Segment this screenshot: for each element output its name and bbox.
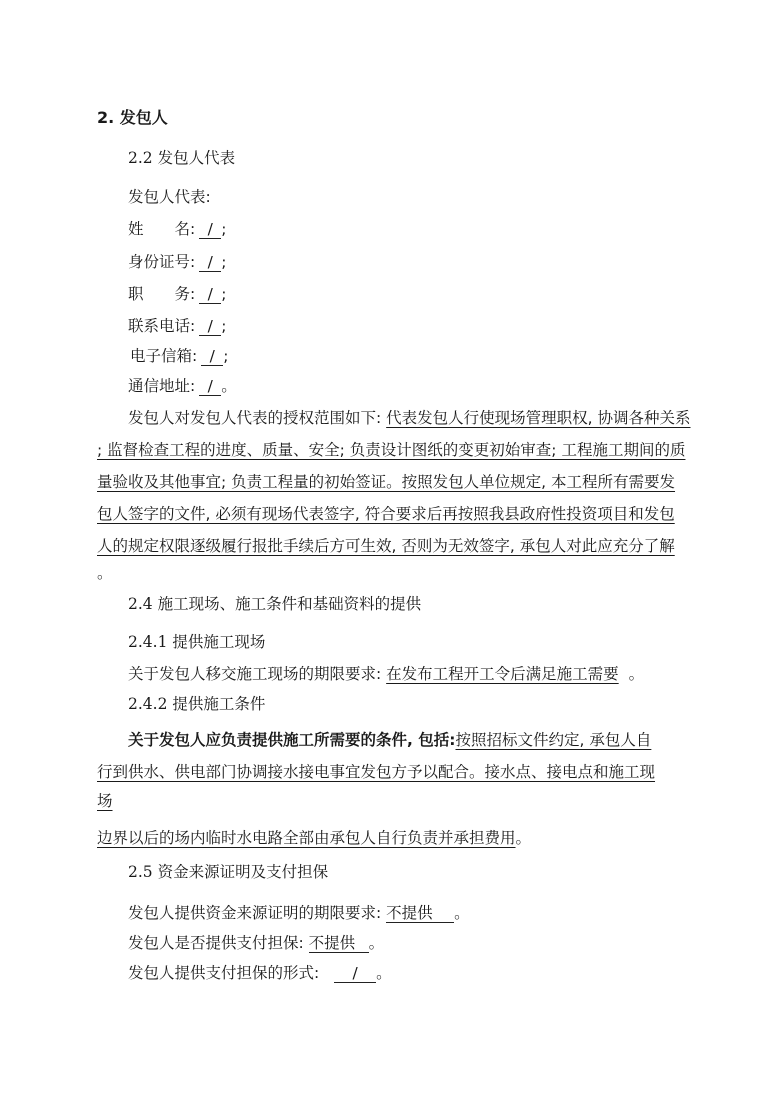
cond-line-3: 场 bbox=[97, 792, 113, 810]
field-address: 通信地址: / 。 bbox=[128, 377, 237, 395]
auth-end: 。 bbox=[97, 564, 113, 582]
auth-line-1: 发包人对发包人代表的授权范围如下: 代表发包人行使现场管理职权, 协调各种关系 bbox=[128, 409, 691, 427]
field-phone: 联系电话: / ; bbox=[128, 317, 227, 335]
cond-line-4: 边界以后的场内临时水电路全部由承包人自行负责并承担费用。 bbox=[97, 829, 532, 847]
field-position: 职 务: / ; bbox=[128, 285, 227, 303]
funds-heading: 2.5 资金来源证明及支付担保 bbox=[128, 863, 329, 881]
auth-line-2: ; 监督检查工程的进度、质量、安全; 负责设计图纸的变更初始审查; 工程施工期间的质 bbox=[97, 441, 686, 459]
rep-intro: 发包人代表: bbox=[128, 188, 211, 206]
section-title: 2. 发包人 bbox=[97, 108, 168, 127]
auth-line-4: 包人签字的文件, 必须有现场代表签字, 符合要求后再按照我县政府性投资项目和发包 bbox=[97, 505, 675, 523]
cond-line-1: 关于发包人应负责提供施工所需要的条件, 包括:按照招标文件约定, 承包人自 bbox=[128, 731, 652, 749]
rep-heading: 2.2 发包人代表 bbox=[128, 149, 236, 167]
field-email: 电子信箱: / ; bbox=[130, 347, 229, 365]
site-heading: 2.4 施工现场、施工条件和基础资料的提供 bbox=[128, 595, 422, 613]
funds-guarantee-row: 发包人是否提供支付担保: 不提供 。 bbox=[128, 934, 385, 952]
auth-line-3: 量验收及其他事宜; 负责工程量的初始签证。按照发包人单位规定, 本工程所有需要发 bbox=[97, 473, 676, 491]
handover-row: 关于发包人移交施工现场的期限要求: 在发布工程开工令后满足施工需要 。 bbox=[128, 665, 645, 683]
auth-line-5: 人的规定权限逐级履行报批手续后方可生效, 否则为无效签字, 承包人对此应充分了解 bbox=[97, 537, 675, 555]
cond-line-2: 行到供水、供电部门协调接水接电事宜发包方予以配合。接水点、接电点和施工现 bbox=[97, 763, 656, 781]
site-sub2: 2.4.2 提供施工条件 bbox=[128, 695, 266, 713]
field-name: 姓 名: / ; bbox=[128, 220, 227, 238]
site-sub1: 2.4.1 提供施工现场 bbox=[128, 633, 266, 651]
field-id-number: 身份证号: / ; bbox=[128, 253, 227, 271]
funds-form-row: 发包人提供支付担保的形式: / 。 bbox=[128, 964, 392, 982]
funds-proof-row: 发包人提供资金来源证明的期限要求: 不提供 。 bbox=[128, 904, 470, 922]
